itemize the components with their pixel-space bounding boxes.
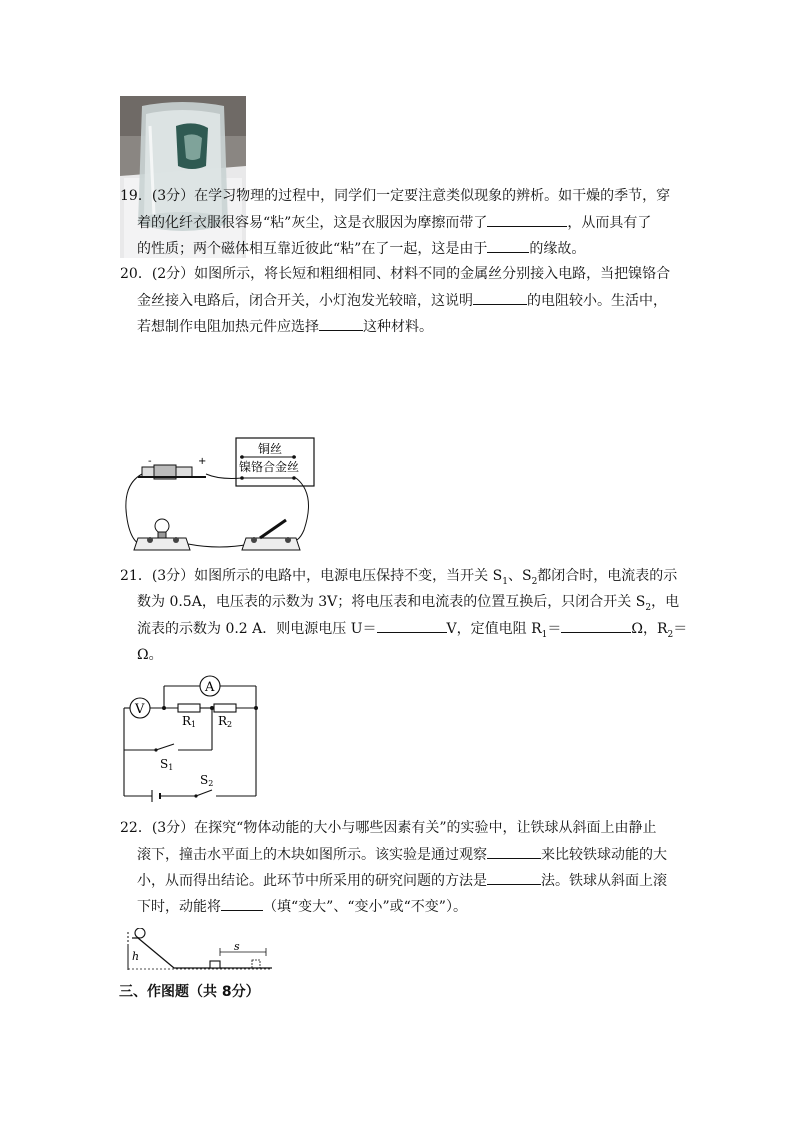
q21-circuit-figure [120,672,266,806]
inverted-glass-picture [120,96,246,258]
q21-line1 [120,566,677,592]
q22-incline-figure [124,928,274,972]
battery-minus: - [148,456,152,467]
q19-line2 [137,212,651,233]
q21-text: Ω，R [631,621,668,637]
q21-line4: Ω。 [137,647,163,663]
answer-blank-voltage[interactable] [377,618,447,633]
battery-plus: + [198,456,207,467]
s1-letter: S [160,757,169,771]
q21-text: ，电 [651,594,680,610]
q20-text: 若想制作电阻加热元件应选择 [137,319,319,335]
q22-text: 下时，动能将 [137,899,221,915]
wood-block [210,961,220,968]
r1-letter: R [182,714,192,728]
section-title: 三、作图题（共 8分） [119,984,260,1000]
q21-sub: 1 [502,576,508,587]
q21-sub: 1 [541,629,548,640]
q21-line3 [137,618,687,645]
answer-blank-magnet[interactable] [487,238,529,253]
s2-letter: S [200,773,209,787]
voltmeter-label: V [135,702,145,717]
q21-sub: 2 [645,602,652,613]
q19-text: ，从而具有了 [567,215,652,231]
s2-label [200,773,213,788]
iron-ball [135,928,145,938]
q22-line1: 22．(3分）在探究“物体动能的大小与哪些因素有关”的实验中，让铁球从斜面上由静止 [120,820,657,836]
resistor-r2 [214,704,236,712]
r1-label [182,714,196,729]
label-nichrome: 镍铬合金丝 [239,460,300,474]
q21-text: ＝ [673,621,688,637]
q21-text: 21．(3分）如图所示的电路中，电源电压保持不变，当开关 S [120,568,503,584]
q20-line3 [137,316,433,337]
answer-blank-material[interactable] [473,290,527,305]
q19-text: 的缘故。 [529,241,586,257]
answer-blank-observe[interactable] [487,844,541,859]
s2-subscript: 2 [208,779,214,788]
r2-letter: R [218,714,228,728]
resistor-r1 [178,704,200,712]
incline-surface [132,938,272,968]
bulb-base [134,538,190,550]
answer-blank-kinetic-change[interactable] [221,896,263,911]
q21-text: 数为 0.5A，电压表的示数为 3V；将电压表和电流表的位置互换后，只闭合开关 S [137,594,646,610]
switch-lever [260,520,286,538]
q22-text: 小，从而得出结论。此环节中所采用的研究问题的方法是 [137,873,487,889]
answer-blank-r1[interactable] [561,618,631,633]
answer-blank-charge[interactable] [487,212,567,227]
height-label: h [132,950,140,963]
r2-label [218,714,232,729]
q22-line3 [137,870,667,891]
q19-text: 着的化纤衣服很容易“粘”灰尘，这是衣服因为摩擦而带了 [137,215,488,231]
q21-text: 、S [507,568,532,584]
q19-text: 的性质；两个磁体相互靠近彼此“粘”在了一起，这是由于 [137,241,488,257]
q21-text: 流表的示数为 0.2 A．则电源电压 U＝ [137,621,377,637]
q22-text: 滚下，撞击水平面上的木块如图所示。该实验是通过观察 [137,847,487,863]
q22-line2 [137,844,667,865]
bulb [155,519,169,533]
label-copper: 铜丝 [258,442,283,456]
q19-line1: 19．(3分）在学习物理的过程中，同学们一定要注意类似现象的辨析。如干燥的季节，穿 [120,188,671,204]
ammeter-label: A [205,680,215,695]
q20-circuit-figure [120,434,320,558]
q21-sub: 2 [667,629,674,640]
q21-sub: 2 [531,576,538,587]
r2-subscript: 2 [227,720,233,729]
q22-text: （填“变大”、“变小”或“不变”）。 [263,899,467,915]
distance-label: s [234,940,240,953]
q21-text: V，定值电阻 R [446,621,542,637]
q20-text: 金丝接入电路后，闭合开关，小灯泡发光较暗，这说明 [137,293,473,309]
glass-photo [120,96,246,258]
s1-label [160,757,173,772]
q21-text: 都闭合时，电流表的示 [537,568,678,584]
answer-blank-heating-material[interactable] [319,316,363,331]
s1-subscript: 1 [168,763,174,772]
q21-text: ＝ [547,621,562,637]
q21-line2 [137,592,679,618]
answer-blank-method[interactable] [487,870,541,885]
r1-subscript: 1 [191,720,197,729]
q19-line3 [137,238,585,259]
switch-base [242,538,300,550]
q20-line2 [137,290,667,311]
q22-line4 [137,896,467,917]
q22-text: 来比较铁球动能的大 [541,847,667,863]
q20-text: 这种材料。 [363,319,433,335]
q20-line1: 20．(2分）如图所示，将长短和粗细相同、材料不同的金属丝分别接入电路，当把镍铬合 [120,266,671,282]
q20-text: 的电阻较小。生活中， [527,293,667,309]
q22-text: 法。铁球从斜面上滚 [541,873,667,889]
